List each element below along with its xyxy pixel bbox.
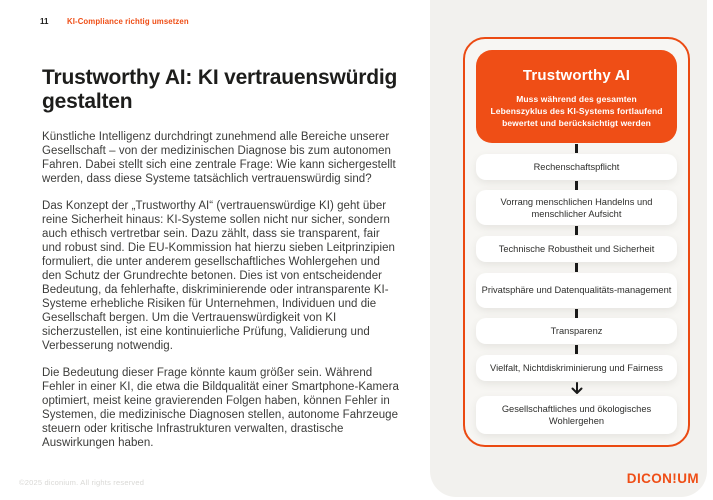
connector-line [575, 309, 578, 318]
page-number: 11 [40, 17, 49, 26]
connector-line [575, 263, 578, 272]
paragraph-1: Künstliche Intelligenz durchdringt zunehmend alle Bereiche unserer Gesellschaft – von der medizinischen Diagnose bis zum autonomen Fahren. Dabei stellt sich eine zentrale Frage: Wie kann sichergestellt werden, dass diese Systeme tatsächlich vertrauenswürdig sind? [42, 131, 396, 185]
diagram-title: Trustworthy AI [522, 67, 631, 84]
diagram-step-accountability: Rechenschaftspflicht [476, 154, 677, 180]
trustworthy-ai-diagram [463, 37, 690, 447]
connector-line [575, 181, 578, 190]
page-title [42, 66, 400, 114]
diagram-step-societal-wellbeing: Gesellschaftliches und ökologisches Wohlergehen [476, 396, 677, 434]
diagram-subtitle [484, 93, 669, 129]
diagram-subtitle-line3: bewertet und berücksichtigt werden [502, 118, 651, 128]
page-title-line2: gestalten [42, 90, 133, 113]
connector-line [575, 345, 578, 354]
article [42, 66, 400, 463]
diagram-header-box [476, 50, 677, 143]
arrow-down-icon [570, 382, 584, 395]
diagram-step-technical-robustness: Technische Robustheit und Sicherheit [476, 236, 677, 262]
connector-line [575, 144, 578, 153]
diconium-logo: DICON!UM [626, 471, 699, 486]
diagram-step-human-oversight: Vorrang menschlichen Handelns und menschlicher Aufsicht [476, 190, 677, 225]
diagram-subtitle-line2: Lebenszyklus des KI-Systems fortlaufend [490, 106, 663, 116]
paragraph-2: Das Konzept der „Trustworthy AI“ (vertrauenswürdige KI) geht über reine Sicherheit hinaus: KI-Systeme sollen nicht nur sicher, sondern auch ethisch vertretbar sein. Dazu zählt, dass sie transparent, fair und robust sind. Die EU-Kommission hat hierzu sieben Leitprinzipien formuliert, die unter anderem gesellschaftliches Wohlergehen und den Schutz der Grundrechte betonen. Dies ist von entscheidender Bedeutung, da fehlerhafte, diskriminierende oder intransparente KI-Systeme erhebliche Risiken für Unternehmen, Individuen und die Gesellschaft bergen. Um die Vertrauenswürdigkeit von KI sicherzustellen, ist eine kontinuierliche Prüfung, Validierung und Verbesserung notwendig. [42, 200, 395, 352]
diagram-step-privacy-data-quality: Privatsphäre und Datenqualitäts-management [476, 273, 677, 308]
header-title: KI-Compliance richtig umsetzen [67, 17, 189, 26]
diagram-subtitle-line1: Muss während des gesamten [516, 94, 637, 104]
page-title-line1: Trustworthy AI: KI vertrauenswürdig [42, 66, 398, 89]
diagram-step-transparency: Transparenz [476, 318, 677, 344]
paragraph-3: Die Bedeutung dieser Frage könnte kaum größer sein. Während Fehler in einer KI, die etwa die Bildqualität einer Smartphone-Kamera optimiert, meist keine gravierenden Folgen haben, können Fehler in Systemen, die medizinische Diagnosen stellen, autonome Fahrzeuge steuern oder kritische Infrastrukturen verwalten, drastische Auswirkungen haben. [42, 367, 399, 449]
copyright-text: ©2025 diconium. All rights reserved [19, 478, 145, 487]
diagram-step-diversity-fairness: Vielfalt, Nichtdiskriminierung und Fairness [476, 355, 677, 381]
connector-line [575, 226, 578, 235]
